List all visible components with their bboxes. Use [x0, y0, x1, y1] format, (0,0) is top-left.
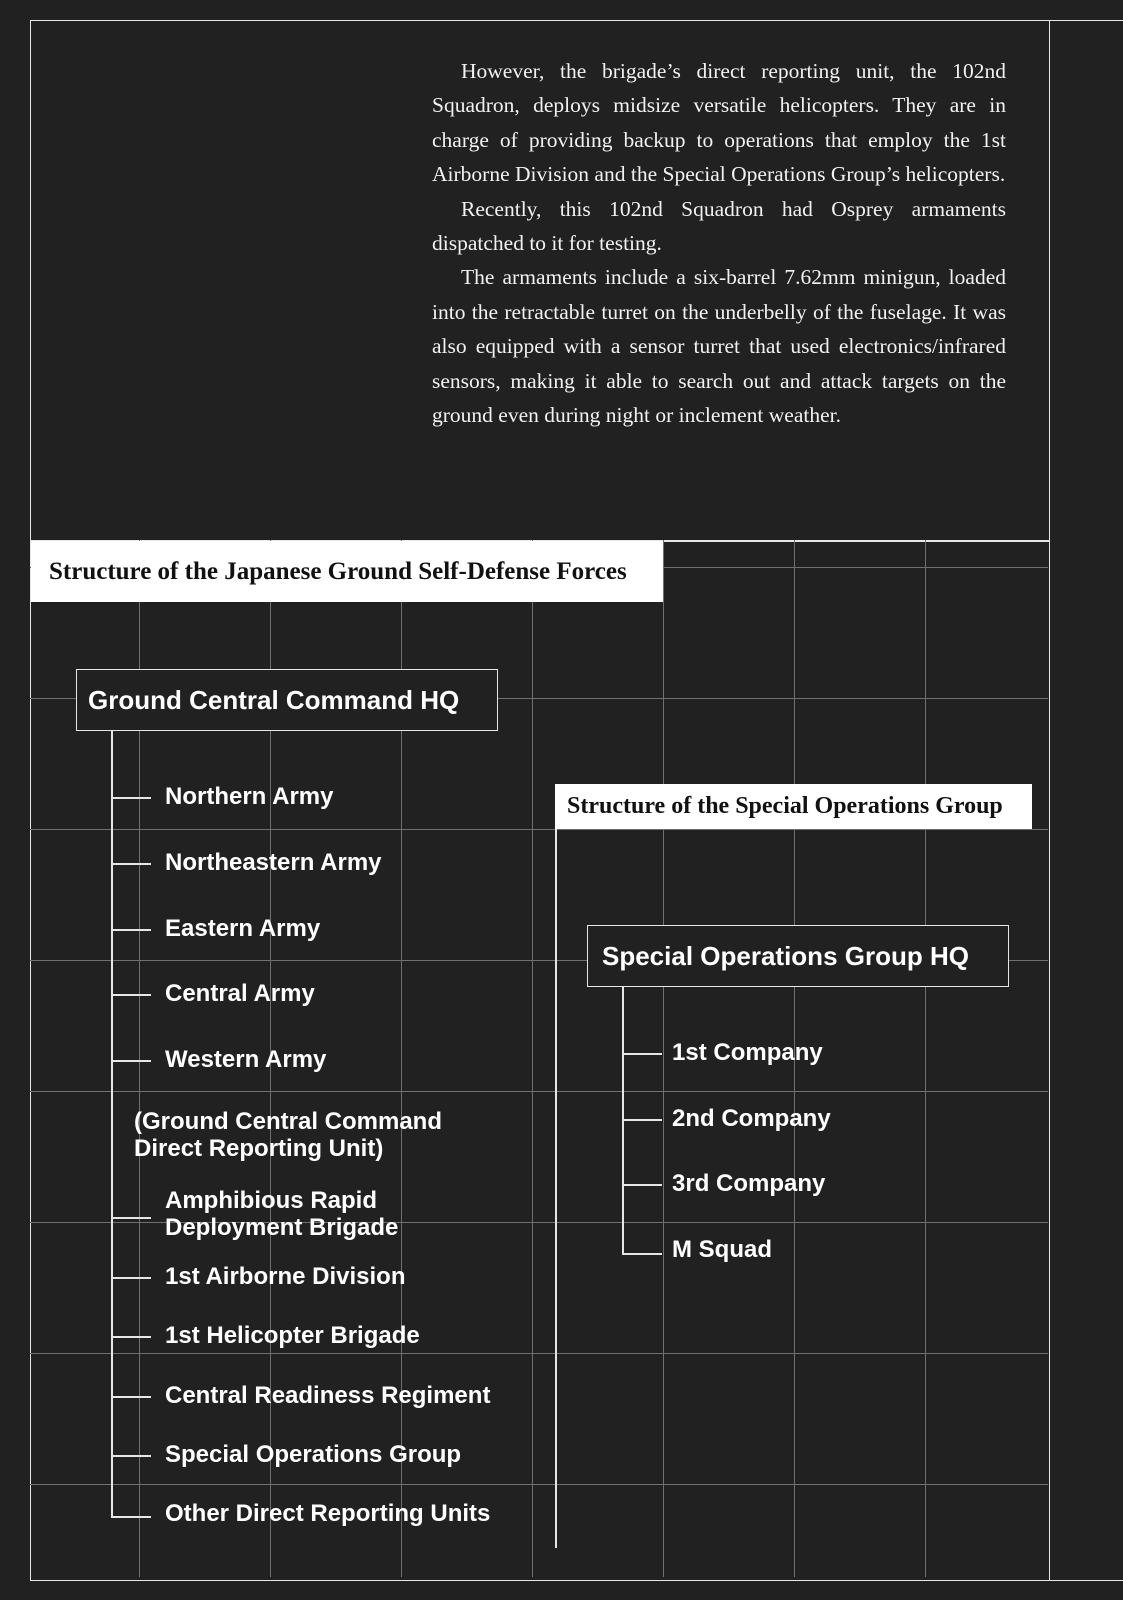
- sog-3rd-company: 3rd Company: [672, 1170, 826, 1197]
- unit-central-readiness-regiment: Central Readiness Regiment: [165, 1382, 491, 1409]
- sog-tree-trunk: [622, 987, 624, 1255]
- diagram-divider: [555, 829, 557, 1548]
- army-eastern: Eastern Army: [165, 915, 321, 942]
- paragraph: Recently, this 102nd Squadron had Osprey armaments dispatched to it for testing.: [432, 196, 1006, 256]
- body-text: [432, 54, 1006, 432]
- army-western: Western Army: [165, 1046, 327, 1073]
- sog-m-squad: M Squad: [672, 1236, 772, 1263]
- army-northern: Northern Army: [165, 783, 334, 810]
- sog-structure-title: Structure of the Special Operations Group: [555, 784, 1032, 829]
- direct-reporting-heading: (Ground Central Command Direct Reporting Unit): [134, 1108, 443, 1162]
- gsdf-structure-title: Structure of the Japanese Ground Self-Defense Forces: [31, 541, 663, 602]
- ground-central-command-hq-box: Ground Central Command HQ: [76, 669, 498, 731]
- unit-special-operations-group: Special Operations Group: [165, 1441, 462, 1468]
- gsdf-tree-trunk: [111, 731, 113, 1517]
- sog-2nd-company: 2nd Company: [672, 1105, 831, 1132]
- unit-other-direct-reporting-units: Other Direct Reporting Units: [165, 1500, 491, 1527]
- unit-1st-helicopter-brigade: 1st Helicopter Brigade: [165, 1322, 420, 1349]
- sog-1st-company: 1st Company: [672, 1039, 823, 1066]
- unit-amphibious-rapid-deployment-brigade: Amphibious Rapid Deployment Brigade: [165, 1187, 399, 1241]
- paragraph: However, the brigade’s direct reporting unit, the 102nd Squadron, deploys midsize versatile helicopters. They are in charge of providing backup to operations that employ the 1st Airborne Division and the Special Operations Group’s helicopters.: [432, 59, 1006, 187]
- unit-1st-airborne-division: 1st Airborne Division: [165, 1263, 406, 1290]
- paragraph: The armaments include a six-barrel 7.62mm minigun, loaded into the retractable turret on the underbelly of the fuselage. It was also equipped with a sensor turret that used electronics/infrared sensors, making it able to search out and attack targets on the ground even during night or inclement weather.: [432, 265, 1006, 428]
- army-central: Central Army: [165, 980, 315, 1007]
- army-northeastern: Northeastern Army: [165, 849, 382, 876]
- special-operations-group-hq-box: Special Operations Group HQ: [587, 925, 1009, 987]
